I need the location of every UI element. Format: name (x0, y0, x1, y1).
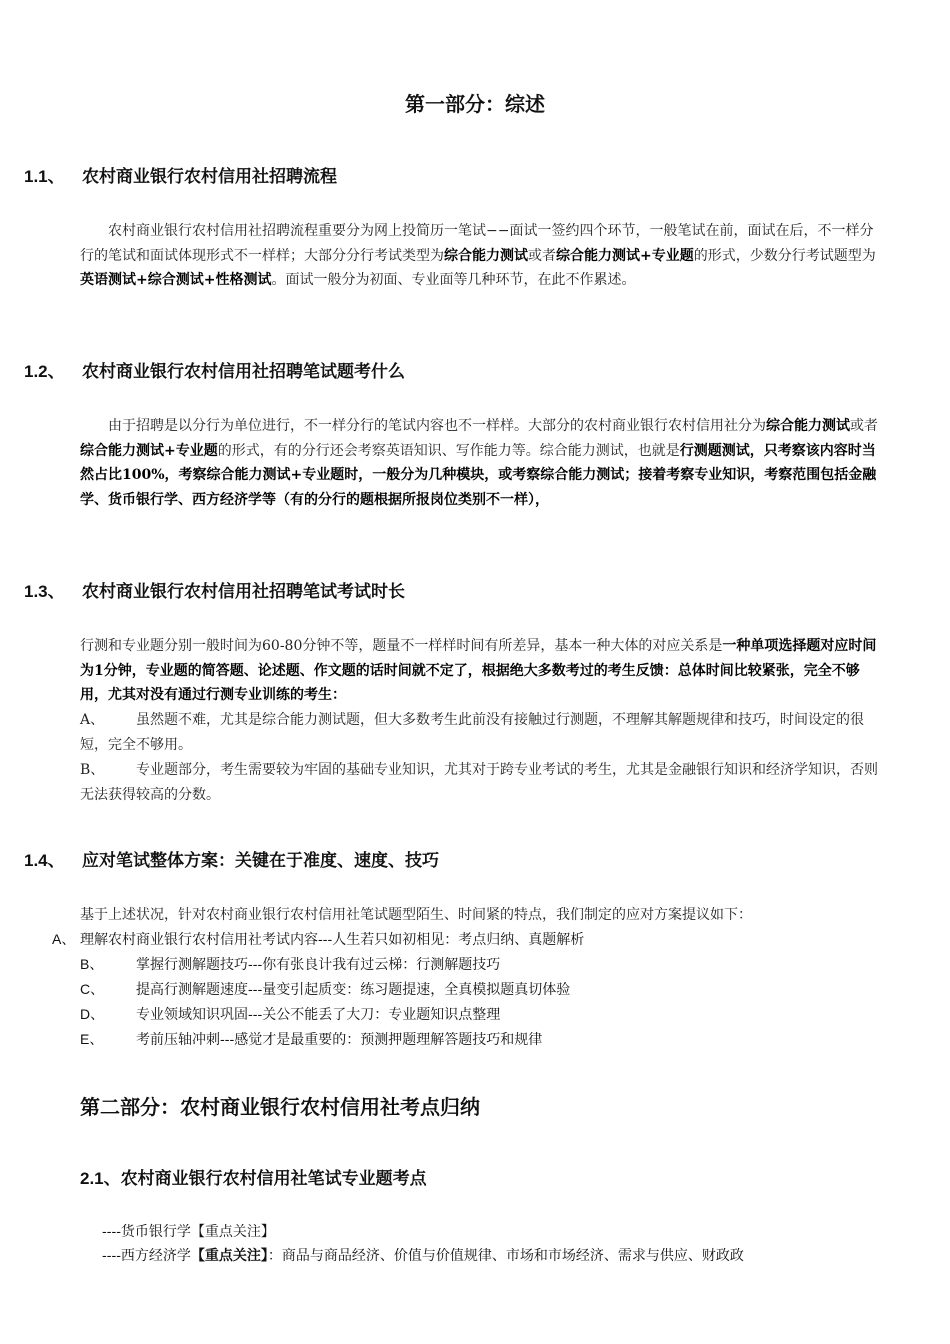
bold-run: 综合能力测试 (766, 418, 850, 434)
text-run: 的形式，有的分行还会考察英语知识、写作能力等。综合能力测试，也就是 (217, 442, 680, 459)
list-item (80, 977, 570, 1002)
list-text: 理解农村商业银行农村信用社考试内容---人生若只如初相见：考点归纳、真题解析 (80, 932, 585, 948)
list-text: 考前压轴冲刺---感觉才是最重要的：预测押题理解答题技巧和规律 (136, 1032, 543, 1048)
section-number: 1.4、 (24, 851, 65, 870)
text-run: 农村商业银行农村信用社招聘流程重要分为网上投简历一笔试−−面试一签约四个环节，一般笔试在前，面试在后，不一样分行的笔试和面试体现形式不一样样；大部分分行考试类型为 (80, 223, 874, 264)
list-label: D、 (80, 1006, 105, 1022)
section-number: 1.3、 (24, 582, 65, 601)
section-number: 1.1、 (24, 167, 65, 186)
topic-line: ----货币银行学【重点关注】 (102, 1224, 275, 1240)
text-run: 。面试一般分为初面、专业面等几种环节，在此不作累述。 (271, 272, 636, 288)
text-run: 的形式，少数分行考试题型为 (693, 247, 876, 264)
bold-run: 综合能力测试+专业题 (80, 442, 218, 459)
bold-run: 综合能力测试+专业题 (556, 247, 694, 264)
list-item (52, 927, 584, 952)
part-title: 第二部分：农村商业银行农村信用社考点归纳 (80, 1097, 480, 1119)
section-heading-1-3 (24, 577, 405, 602)
list-item-a (80, 708, 882, 757)
list-text: 专业题部分，考生需要较为牢固的基础专业知识，尤其对于跨专业考试的考生，尤其是金融银行知识和经济学知识，否则无法获得较高的分数。 (80, 762, 878, 803)
paragraph-1-2 (80, 414, 882, 512)
list-label: E、 (80, 1031, 104, 1047)
section-title: 农村商业银行农村信用社招聘笔试考试时长 (82, 582, 405, 601)
bold-run: 英语测试+综合测试+性格测试 (80, 272, 272, 288)
text-run: 由于招聘是以分行为单位进行，不一样分行的笔试内容也不一样样。大部分的农村商业银行农村信用社分为 (108, 418, 766, 434)
list-item (80, 1002, 500, 1027)
text-run: 行测和专业题分别一般时间为60-80分钟不等，题量不一样样时间有所差异，基本一种大体的对应关系是 (80, 638, 723, 654)
section-title: 农村商业银行农村信用社招聘笔试题考什么 (82, 362, 405, 381)
list-label: C、 (80, 981, 105, 997)
section-heading-1-2 (24, 357, 405, 382)
page-title: 第一部分：综述 (405, 94, 545, 116)
paragraph-1-3 (80, 634, 882, 708)
subsection-heading-2-1: 2.1、农村商业银行农村信用社笔试专业题考点 (80, 1169, 427, 1188)
bold-run: 行测题测试，只考察该内容时当然占比100%，考察综合能力测试+专业题时，一般分为几种模块，或考察综合能力测试；接着考察专业知识，考察范围包括金融学、货币银行学、西方经济学等（有的分行的题根据所报岗位类别不一样）， (80, 442, 877, 508)
topic-line (102, 1244, 744, 1268)
section-title: 农村商业银行农村信用社招聘流程 (82, 167, 337, 186)
list-text: 专业领域知识巩固---关公不能丢了大刀：专业题知识点整理 (136, 1007, 501, 1023)
list-text: 虽然题不难，尤其是综合能力测试题，但大多数考生此前没有接触过行测题，不理解其解题规律和技巧，时间设定的很短，完全不够用。 (80, 712, 864, 753)
paragraph-1-1 (80, 219, 882, 293)
list-text: 提高行测解题速度---量变引起质变：练习题提速，全真模拟题真切体验 (136, 982, 571, 998)
text-run: 或者 (528, 247, 556, 264)
section-number: 1.2、 (24, 362, 65, 381)
section-heading-1-4 (24, 846, 439, 871)
bold-run: 综合能力测试 (444, 247, 528, 264)
bold-run: 【重点关注】 (190, 1248, 268, 1264)
list-label: A、 (52, 931, 76, 947)
text-run: ：商品与商品经济、价值与价值规律、市场和市场经济、需求与供应、财政政 (267, 1248, 744, 1264)
list-item (80, 952, 500, 977)
text-run: ----西方经济学 (102, 1248, 191, 1264)
paragraph-1-4-intro: 基于上述状况，针对农村商业银行农村信用社笔试题型陌生、时间紧的特点，我们制定的应对方案提议如下： (80, 907, 752, 923)
list-item (80, 1027, 542, 1052)
section-title: 应对笔试整体方案：关键在于准度、速度、技巧 (82, 851, 439, 870)
section-heading-1-1 (24, 162, 337, 187)
list-label: B、 (80, 762, 105, 778)
list-label: B、 (80, 956, 104, 972)
text-run: 或者 (850, 418, 878, 434)
list-item-b (80, 758, 882, 807)
list-text: 掌握行测解题技巧---你有张良计我有过云梯：行测解题技巧 (136, 957, 501, 973)
list-label: A、 (80, 712, 105, 728)
bold-run: 一种单项选择题对应时间为1分钟，专业题的简答题、论述题、作文题的话时间就不定了，根据绝大多数考过的考生反馈：总体时间比较紧张，完全不够用，尤其对没有通过行测专业训练的考生： (80, 638, 877, 703)
